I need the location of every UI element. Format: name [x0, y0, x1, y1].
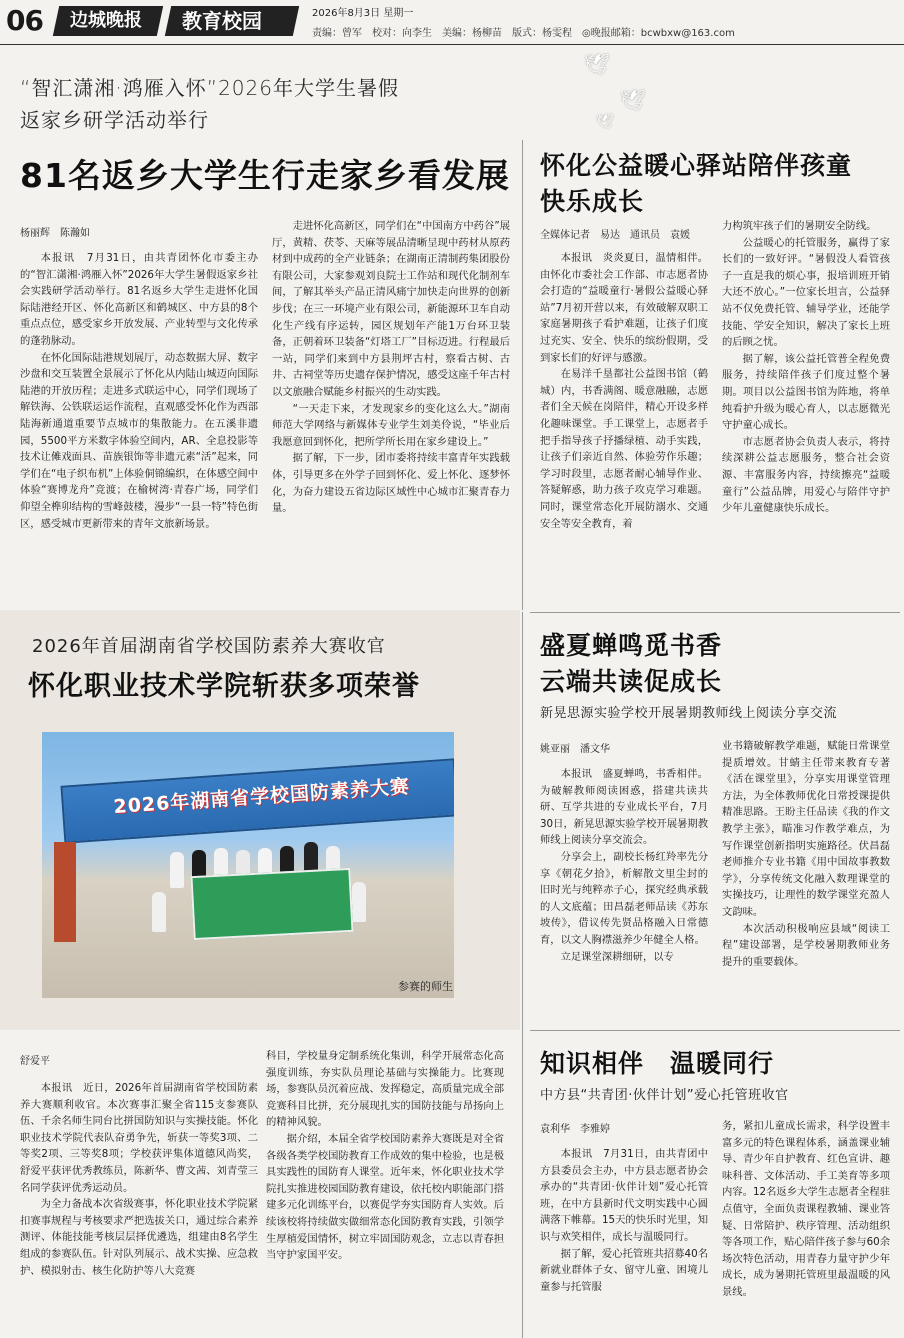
paragraph: 在怀化国际陆港规划展厅，动态数据大屏、数字沙盘和交互装置全景展示了怀化从内陆山城迈向国际陆港的开放历程；走进多式联运中心，同学们现场了解铁海、公铁联运运作流程，直观感受怀化作为西部陆海新通道重要节点城市的集散能力。在五溪非遗园，5500平方米数字体验空间内，AR、全息投影等技术让傩戏面具、苗族银饰等非遗元素“活”起来，同学们在“电子织布机”上体验侗锦编织，在体感空间中体验“赛博龙舟”竞渡；在榆树湾·青春广场，同学们仰望全榫卯结构的雪峰鼓楼，漫步“一县一特”特色街区，感受城市更新带来的青年文旅新场景。 — [20, 351, 258, 530]
story-divider — [530, 612, 900, 613]
headline-line: 云端共读促成长 — [540, 667, 723, 696]
right-story-2-byline: 姚亚丽 潘文华 — [540, 744, 610, 755]
editors-line: 责编：曾军 校对：向李生 美编：杨柳苗 版式：杨雯程 ◎晚报邮箱：bcwbxw@163.com — [312, 28, 735, 39]
right-story-3-byline: 袁利华 李雅婷 — [540, 1124, 610, 1135]
right-story-1-headline — [540, 148, 900, 220]
paragraph: “一天走下来，才发现家乡的变化这么大。”湖南师范大学网络与新媒体专业学生刘美伶说，“毕业后我愿意回到怀化，把所学所长用在家乡建设上。” — [272, 402, 510, 448]
person-figure — [152, 892, 166, 932]
right-story-2-col1 — [540, 766, 708, 965]
issue-date: 2026年8月3日 星期一 — [312, 8, 414, 19]
right-story-2-subtitle: 新晃思源实验学校开展暑期教师线上阅读分享交流 — [540, 706, 838, 721]
paragraph: 市志愿者协会负责人表示，将持续深耕公益志愿服务，整合社会资源、丰富服务内容，持续擦亮“益暖童行”公益品牌，用爱心与陪伴守护少年儿童健康快乐成长。 — [722, 435, 890, 515]
paragraph: 本报讯 7月31日，由共青团怀化市委主办的“智汇潇湘·鸿雁入怀”2026年大学生暑假返家乡社会实践研学活动举行。81名返乡大学生走进怀化国际陆港经开区、怀化高新区和鹤城区、中方县的8个重点点位，感受家乡开放发展、产业转型与文化传承的蓬勃脉动。 — [20, 252, 258, 347]
top-story-byline: 杨丽辉 陈瀚如 — [20, 228, 90, 239]
defense-story-kicker: 2026年首届湖南省学校国防素养大赛收官 — [32, 636, 386, 657]
paper-name: 边城晚报 — [53, 6, 163, 36]
paragraph: 走进怀化高新区，同学们在“中国南方中药谷”展厅，黄精、茯苓、天麻等展品清晰呈现中药材从原药材到中成药的全产业链条；在湖南正清制药集团股份有限公司，大家参观刘良院士工作站和现代化制剂车间，了解其举头产品正清风痛宁加快走向世界的创新步伐；在三一环境产业有限公司，新能源环卫车自动化生产线有序运转，园区规划年产能1万台环卫装备，正朝着环卫装备“灯塔工厂”目标迈进。行程最后一站，同学们来到中方县荆坪古村，察看古树、古井、古祠堂等历史遗存保护情况，感受这座千年古村以文旅融合赋能乡村振兴的生动实践。 — [272, 220, 510, 398]
paragraph: 力构筑牢孩子们的暑期安全防线。 — [722, 220, 877, 232]
right-story-1-byline: 全媒体记者 易达 通讯员 袁媛 — [540, 230, 690, 241]
bird-icon: 🕊 — [584, 52, 610, 76]
right-story-1-col1 — [540, 250, 708, 532]
defense-story-byline: 舒爱平 — [20, 1056, 50, 1067]
right-story-3-col2 — [722, 1118, 890, 1301]
defense-story-col2 — [266, 1048, 504, 1264]
column-divider — [522, 612, 523, 1338]
top-story-col1 — [20, 250, 258, 532]
paragraph: 本报讯 近日，2026年首届湖南省学校国防素养大赛顺利收官。本次赛事汇聚全省115支参赛队伍、千余名师生同台比拼国防知识与实操技能。怀化职业技术学院代表队奋勇争先，斩获一等奖3项、二等奖2项、三等奖8项；学校获评集体道德风尚奖，舒爱平获评优秀教练员，陈新华、曹文茜、刘青莹三名同学获评优秀运动员。 — [20, 1082, 258, 1194]
photo-banner — [60, 758, 454, 843]
right-story-1-col2 — [722, 218, 890, 517]
paragraph: 据了解，该公益托管普全程免费服务，持续陪伴孩子们度过整个暑期。项目以公益图书馆为阵地，将单纯看护升级为暖心育人，以志愿微光守护童心成长。 — [722, 352, 890, 432]
monument-shape — [54, 842, 76, 942]
bird-icon: 🕊 — [596, 114, 614, 130]
person-figure — [170, 852, 184, 888]
story-divider — [530, 1030, 900, 1031]
top-story-headline: 81名返乡大学生行走家乡看发展 — [20, 156, 510, 195]
paragraph: 据了解，下一步，团市委将持续丰富青年实践载体，引导更多在外学子回到怀化、爱上怀化、逐梦怀化，为奋力建设五省边际区域性中心城市汇聚青春力量。 — [272, 452, 510, 515]
kicker-line: 返家乡研学活动举行 — [20, 108, 209, 132]
paragraph: 公益暖心的托管服务，赢得了家长们的一致好评。“暑假没人看管孩子一直是我的烦心事，报培训班开销大还不放心。”一位家长坦言，公益驿站不仅免费托管、辅导学业，还能学技能、学安全知识，解决了家长上班的后顾之忧。 — [722, 236, 890, 349]
headline-line: 怀化公益暖心驿站陪伴孩童 — [540, 151, 853, 180]
page-number: 06 — [6, 4, 43, 37]
flag-shape — [190, 868, 353, 940]
paragraph: 本报讯 盛夏蝉鸣，书香相伴。为破解教师阅读困惑，搭建共读共研、互学共进的专业成长平台，7月30日，新晃思源实验学校开展暑期教师线上阅读分享交流会。 — [540, 768, 708, 847]
masthead-rule — [0, 44, 904, 45]
photo-banner-text: 2026年湖南省学校国防素养大赛 — [112, 775, 411, 819]
paragraph: 在易洋千垦都社公益图书馆（鹤城）内，书香满阁、暖意融融，志愿者们全天候在岗陪伴，精心开设多样化趣味课堂。手工课堂上，志愿者手把手指导孩子抒播绿植、动手实践，让孩子们亲近自然、体验劳作乐趣；学习时段里，志愿者耐心辅导作业、答疑解惑，助力孩子攻克学习难题。同时，课堂常态化开展防溺水、交通安全等安全教育，着 — [540, 368, 708, 530]
defense-story-col1 — [20, 1080, 258, 1279]
paragraph: 据介绍，本届全省学校国防素养大赛既是对全省各级各类学校国防教育工作成效的集中检验，也是极具实践性的国防育人课堂。近年来，怀化职业技术学院扎实推进校园国防教育建设，依托校内职能部门搭建多元化训练平台，以赛促学夯实国防育人实效。后续该校将持续做实做细常态化国防教育实践，引领学生厚植爱国情怀，树立牢固国防观念，立志以青春担当守护家国平安。 — [266, 1132, 504, 1262]
column-divider — [522, 140, 523, 610]
right-story-3-subtitle: 中方县“共青团·伙伴计划”爱心托管班收官 — [540, 1088, 789, 1103]
paragraph: 为全力备战本次省级赛事，怀化职业技术学院紧扣赛事规程与考核要求严把选拔关口，通过综合素养测评、体能技能考核层层择优遴选，组建由8名学生组成的参赛队伍。针对队列展示、战术实操、应急救护、模拟射击、核生化防护等八大竞赛 — [20, 1198, 258, 1277]
kicker-line: “智汇潇湘·鸿雁入怀”2026年大学生暑假 — [20, 76, 399, 100]
right-story-2-col2 — [722, 738, 890, 970]
defense-story-headline: 怀化职业技术学院斩获多项荣誉 — [28, 671, 420, 702]
paragraph: 分享会上，副校长杨红羚率先分享《朝花夕拾》，析解散文里尘封的旧时光与纯粹赤子心，探究经典承载的人文底蕴；田昌磊老师品读《苏东坡传》，借议传先贤品格融入日常德育，以文人胸襟滋养少年健全人格。 — [540, 850, 708, 946]
top-story-kicker — [20, 72, 510, 136]
right-story-3-headline: 知识相伴 温暖同行 — [540, 1049, 775, 1078]
right-story-2-headline — [540, 628, 900, 700]
bird-icon: 🕊 — [620, 88, 646, 112]
top-story-col2 — [272, 218, 510, 517]
paragraph: 据了解，爱心托管班共招募40名新就业群体子女、留守儿童、困境儿童参与托管服 — [540, 1247, 708, 1293]
headline-line: 快乐成长 — [540, 187, 645, 216]
paragraph: 本次活动积极响应县域“阅读工程”建设部署，是学校暑期教师业务提升的重要载体。 — [722, 922, 890, 968]
paragraph: 务，紧扣儿童成长需求，科学设置丰富多元的特色课程体系，涵盖课业辅导、青少年自护教育、红色宣讲、趣味科普、文体活动、手工美育等多项内容。12名返乡大学生志愿者全程驻点值守，全面负责课程教辅、课业答疑、日常陪护、秩序管理、活动组织等各项工作，贴心陪伴孩子参与60余场次特色活动，用青春力量守护少年成长，成为暑期托管班里最温暖的风景线。 — [722, 1120, 890, 1298]
person-figure — [352, 882, 366, 922]
section-title: 教育校园 — [165, 6, 299, 36]
photo-caption: 参赛的师生 — [398, 980, 453, 993]
paragraph: 本报讯 炎炎夏日，温情相伴。由怀化市委社会工作部、市志愿者协会打造的“益暖童行·暑假公益暖心驿站”7月初开营以来，有效破解双职工家庭暑期孩子看护难题，让孩子们度过充实、安全、快乐的缤纷假期，受到家长们的好评与感激。 — [540, 252, 708, 364]
paragraph: 立足课堂深耕细研，以专 — [560, 950, 674, 963]
headline-line: 盛夏蝉鸣觅书香 — [540, 631, 723, 660]
right-story-3-col1 — [540, 1146, 708, 1295]
paragraph: 本报讯 7月31日，由共青团中方县委员会主办，中方县志愿者协会承办的“共青团·伙伴计划”爱心托管班，在中方县新时代文明实践中心圆满落下帷幕。15天的快乐时光里，知识与欢笑相伴，成长与温暖同行。 — [540, 1148, 708, 1243]
defense-story-photo — [42, 732, 454, 998]
masthead — [0, 0, 904, 44]
paragraph: 业书籍破解教学难题，赋能日常课堂提质增效。甘蜻主任带来教育专著《活在课堂里》，分享实用课堂管理方法，为全体教师优化日常授课提供精准思路。王盼主任品读《我的作文教学主张》，瞄准习作教学难点，为写作课堂创新指明实施路径。伏昌磊老师推介专业书籍《用中国故事教数学》，分享传统文化融入数理课堂的实操技巧，让理性的数学课堂充盈人文韵味。 — [722, 740, 890, 918]
paragraph: 科目，学校量身定制系统化集训，科学开展常态化高强度训练，夯实队员理论基础与实操能力。比赛现场，参赛队员沉着应战、发挥稳定，高质量完成全部竞赛科目比拼，充分展现扎实的国防技能与昂扬向上的精神风貌。 — [266, 1050, 504, 1129]
